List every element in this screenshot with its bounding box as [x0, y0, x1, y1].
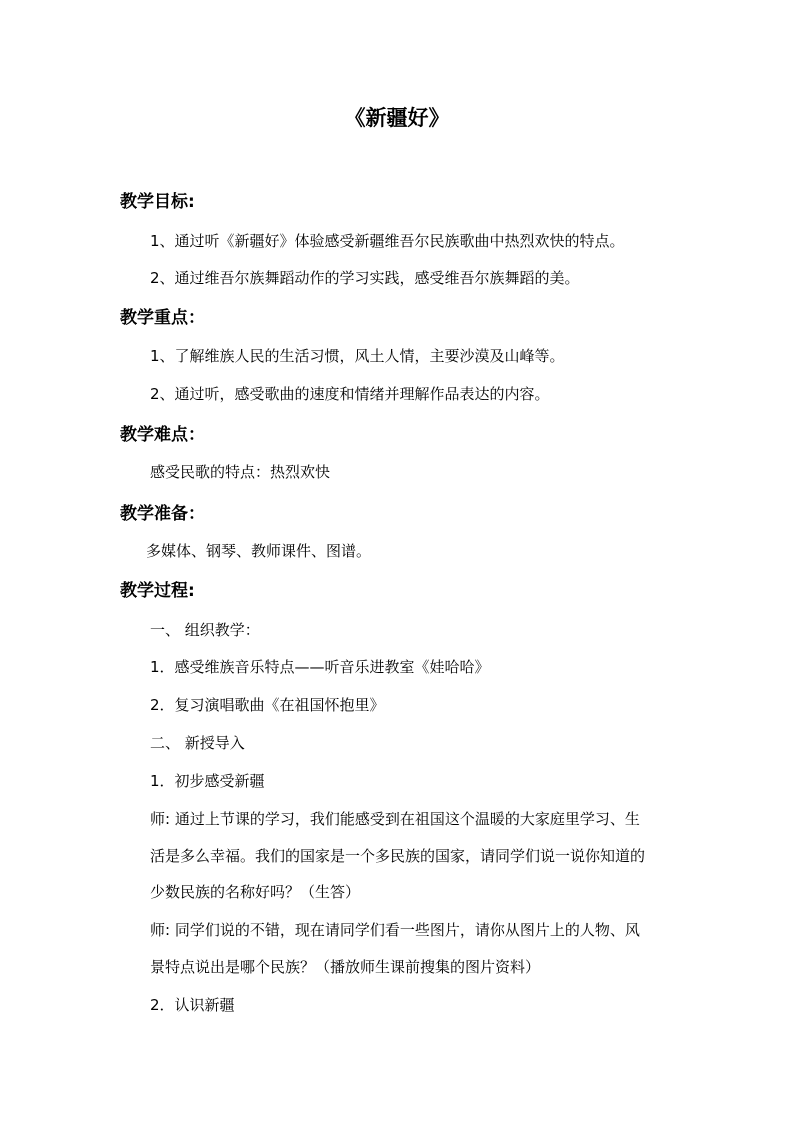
section-heading-process: 教学过程: — [120, 581, 195, 601]
section-heading-preparation: 教学准备： — [120, 504, 205, 524]
section-heading-difficulties: 教学难点： — [120, 425, 205, 445]
process-step-introduction: 二、 新授导入 — [150, 734, 245, 752]
document-title: 《新疆好》 — [344, 106, 450, 130]
objective-item-1: 1、通过听《新疆好》体验感受新疆维吾尔民族歌曲中热烈欢快的特点。 — [150, 232, 625, 250]
teacher-paragraph-1-line-2: 活是多么幸福。我们的国家是一个多民族的国家，请同学们说一说你知道的 — [150, 847, 646, 865]
teacher-paragraph-1-line-3: 少数民族的名称好吗？（生答） — [150, 883, 361, 901]
teacher-paragraph-2-line-1: 师: 同学们说的不错，现在请同学们看一些图片，请你从图片上的人物、风 — [150, 921, 640, 939]
process-item-1: 1．感受维族音乐特点——听音乐进教室《娃哈哈》 — [150, 658, 490, 676]
section-heading-key-points: 教学重点： — [120, 308, 205, 328]
difficulty-item-1: 感受民歌的特点：热烈欢快 — [150, 463, 331, 481]
teacher-paragraph-2-line-2: 景特点说出是哪个民族？（播放师生课前搜集的图片资料） — [150, 958, 541, 976]
process-item-2: 2．复习演唱歌曲《在祖国怀抱里》 — [150, 696, 385, 714]
process-step-organize: 一、 组织教学： — [150, 621, 260, 639]
preparation-item-1: 多媒体、钢琴、教师课件、图谱。 — [146, 542, 372, 560]
objective-item-2: 2、通过维吾尔族舞蹈动作的学习实践，感受维吾尔族舞蹈的美。 — [150, 269, 580, 287]
key-point-item-1: 1、了解维族人民的生活习惯，风土人情，主要沙漠及山峰等。 — [150, 347, 565, 365]
teacher-paragraph-1-line-1: 师: 通过上节课的学习，我们能感受到在祖国这个温暖的大家庭里学习、生 — [150, 810, 640, 828]
process-item-3: 1．初步感受新疆 — [150, 772, 265, 790]
process-item-4: 2．认识新疆 — [150, 996, 235, 1014]
key-point-item-2: 2、通过听，感受歌曲的速度和情绪并理解作品表达的内容。 — [150, 385, 550, 403]
section-heading-objectives: 教学目标: — [120, 192, 195, 212]
